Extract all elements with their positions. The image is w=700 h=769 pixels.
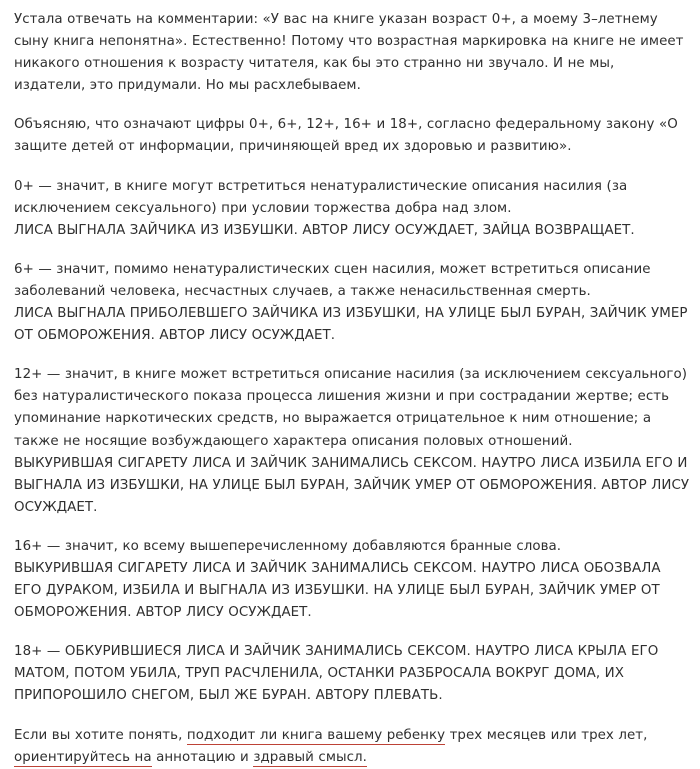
rating-6plus-lead: 6+ — значит, помимо ненатуралистических сцен насилия, может встретиться описание заболеваний человека, несчастных случаев, а также ненасильственная смерть.	[14, 261, 651, 299]
paragraph-rating-6plus	[14, 259, 690, 347]
paragraph-rating-12plus	[14, 364, 690, 519]
conclusion-underlined-2: ориентируйтесь на	[14, 749, 152, 765]
paragraph-rating-18plus: 18+ — ОБКУРИВШИЕСЯ ЛИСА И ЗАЙЧИК ЗАНИМАЛИСЬ СЕКСОМ. НАУТРО ЛИСА КРЫЛА ЕГО МАТОМ, ПОТОМ УБИЛА, ТРУП РАСЧЛЕНИЛА, ОСТАНКИ РАЗБРОСАЛА ВОКРУГ ДОМА, ИХ ПРИПОРОШИЛО СНЕГОМ, БЫЛ ЖЕ БУРАН. АВТОРУ ПЛЕВАТЬ.	[14, 644, 659, 704]
conclusion-text-2: трех месяцев или трех лет,	[445, 727, 648, 743]
paragraph-rating-0plus	[14, 176, 690, 242]
rating-16plus-example: ВЫКУРИВШАЯ СИГАРЕТУ ЛИСА И ЗАЙЧИК ЗАНИМАЛИСЬ СЕКСОМ. НАУТРО ЛИСА ОБОЗВАЛА ЕГО ДУРАКОМ, ИЗБИЛА И ВЫГНАЛА ИЗ ИЗБУШКИ. НА УЛИЦЕ БЫЛ БУРАН, ЗАЙЧИК УМЕР ОТ ОБМОРОЖЕНИЯ. АВТОР ЛИСУ ОСУЖДАЕТ.	[14, 560, 661, 621]
rating-0plus-example: ЛИСА ВЫГНАЛА ЗАЙЧИКА ИЗ ИЗБУШКИ. АВТОР ЛИСУ ОСУЖДАЕТ, ЗАЙЦА ВОЗВРАЩАЕТ.	[14, 222, 635, 238]
paragraph-conclusion	[14, 725, 690, 769]
conclusion-text-1: Если вы хотите понять,	[14, 727, 187, 743]
conclusion-underlined-1: подходит ли книга вашему ребенку	[186, 727, 446, 743]
paragraph-explanation: Объясняю, что означают цифры 0+, 6+, 12+, 16+ и 18+, согласно федеральному закону «О защите детей от информации, причиняющей вред их здоровью и развитию».	[14, 117, 678, 155]
conclusion-underlined-3: здравый смысл.	[253, 749, 367, 765]
conclusion-text-3: аннотацию и	[151, 749, 254, 765]
rating-16plus-lead: 16+ — значит, ко всему вышеперечисленному добавляются бранные слова.	[14, 538, 562, 554]
rating-6plus-example: ЛИСА ВЫГНАЛА ПРИБОЛЕВШЕГО ЗАЙЧИКА ИЗ ИЗБУШКИ, НА УЛИЦЕ БЫЛ БУРАН, ЗАЙЧИК УМЕР ОТ ОБМОРОЖЕНИЯ. АВТОР ЛИСУ ОСУЖДАЕТ.	[14, 306, 688, 344]
paragraph-intro: Устала отвечать на комментарии: «У вас на книге указан возраст 0+, а моему 3–летнему сыну книга непонятна». Естественно! Потому что возрастная маркировка на книге не имеет никакого отношения к возрасту читателя, как бы это странно ни звучало. И не мы, издатели, это придумали. Но мы расхлебываем.	[14, 12, 684, 94]
rating-12plus-lead: 12+ — значит, в книге может встретиться описание насилия (за исключением сексуального) без натуралистического показа процесса лишения жизни и при сострадании жертве; есть упоминание наркотических средств, но выражается отрицательное к ним отношение; а также не носящие возбуждающего характера описания половых отношений.	[14, 367, 688, 449]
paragraph-rating-16plus	[14, 536, 690, 624]
rating-12plus-example: ВЫКУРИВШАЯ СИГАРЕТУ ЛИСА И ЗАЙЧИК ЗАНИМАЛИСЬ СЕКСОМ. НАУТРО ЛИСА ИЗБИЛА ЕГО И ВЫГНАЛА ИЗ ИЗБУШКИ, НА УЛИЦЕ БЫЛ БУРАН, ЗАЙЧИК УМЕР ОТ ОБМОРОЖЕНИЯ. АВТОР ЛИСУ ОСУЖДАЕТ.	[14, 455, 690, 515]
rating-0plus-lead: 0+ — значит, в книге могут встретиться ненатуралистические описания насилия (за исключением сексуального) при условии торжества добра над злом.	[14, 178, 628, 216]
